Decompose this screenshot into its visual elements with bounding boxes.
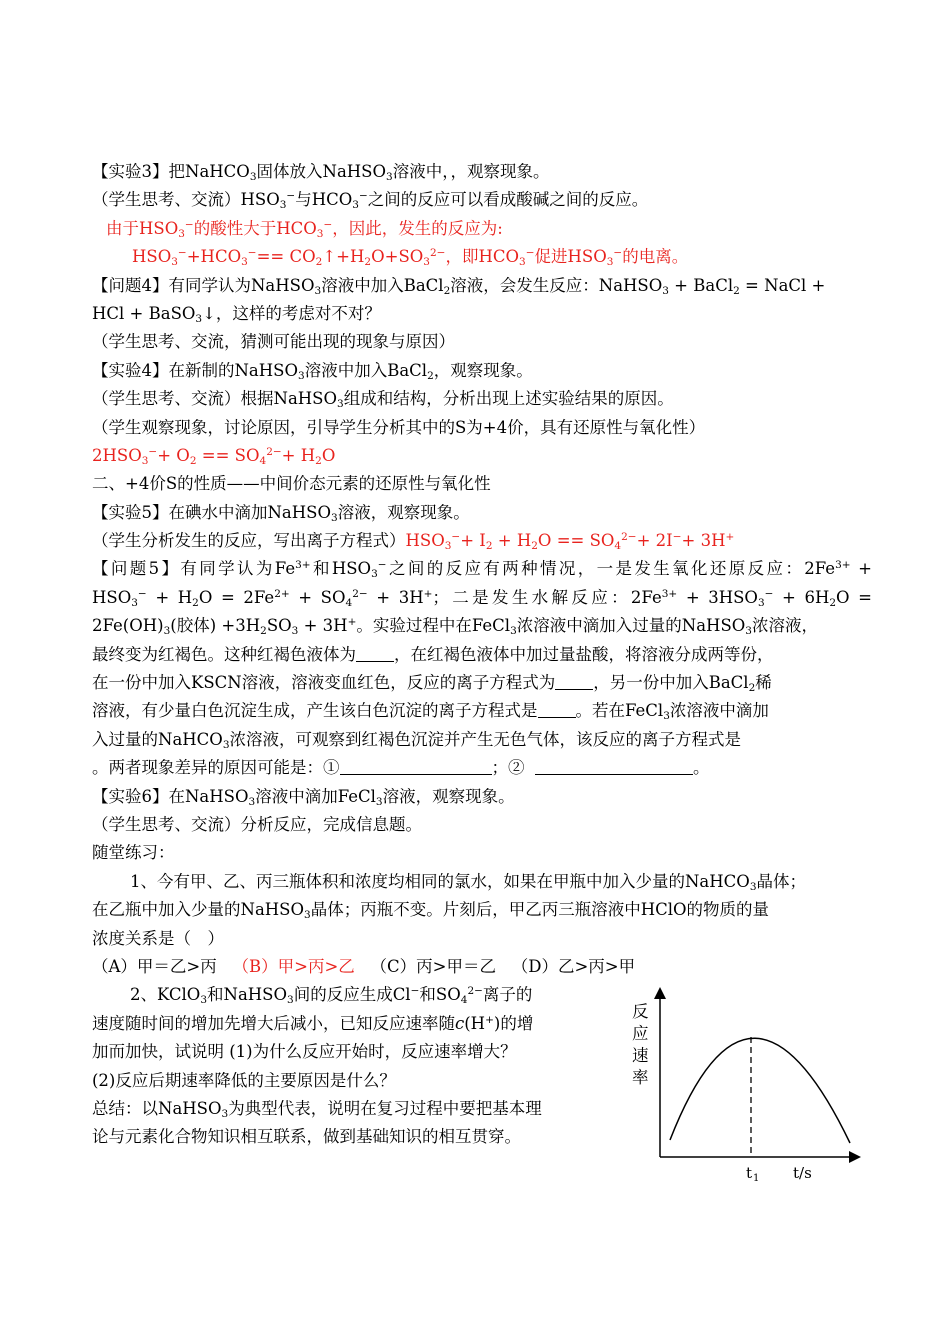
q5-line6 xyxy=(92,697,872,725)
sup: 2+ xyxy=(274,587,290,600)
x-axis-label: t/s xyxy=(793,1164,812,1182)
sub: 3 xyxy=(178,227,185,240)
text: 溶液，有少量白色沉淀生成，产生该白色沉淀的离子方程式是 xyxy=(92,701,538,721)
sub: 3 xyxy=(200,994,207,1007)
sub: 3 xyxy=(662,284,669,297)
text: c xyxy=(455,1013,465,1033)
practice2-line1 xyxy=(92,981,602,1009)
text: ↓，这样的考虑对不对？ xyxy=(202,303,381,323)
text: SO xyxy=(266,616,292,636)
sup: − xyxy=(137,587,147,600)
text: 速度随时间的增加先增大后减小，已知反应速率随 xyxy=(92,1013,455,1033)
exp3-discussion xyxy=(92,186,872,214)
sup: − xyxy=(286,190,296,203)
sup: − xyxy=(451,531,461,544)
sub: 3 xyxy=(352,199,359,212)
text: （学生思考、交流）根据NaHSO xyxy=(92,389,337,409)
text: 在一份中加入KSCN溶液，溶液变血红色，反应的离子方程式为 xyxy=(92,673,556,693)
text: 。若在FeCl xyxy=(575,701,664,721)
sub: 3 xyxy=(141,454,149,467)
text: 固体放入NaHSO xyxy=(256,162,387,181)
text: HSO xyxy=(92,587,132,607)
text: （学生思考、交流）HSO xyxy=(92,190,280,210)
text: HCl + BaSO xyxy=(92,303,196,323)
sup: − xyxy=(358,190,368,203)
text: + 3H xyxy=(367,587,424,607)
sub: 4 xyxy=(345,596,353,609)
text: 由于HSO xyxy=(106,218,179,238)
sub: 3 xyxy=(375,795,383,808)
text: 在乙瓶中加入少量的NaHSO xyxy=(92,900,304,920)
sup: + xyxy=(423,587,433,600)
text: 随堂练习： xyxy=(92,843,175,863)
q4-line1 xyxy=(92,272,872,300)
exp3-answer-equation xyxy=(92,243,872,271)
text: ；② xyxy=(491,758,525,778)
q4-discussion xyxy=(92,328,872,356)
text: 【问题5】有同学认为Fe xyxy=(92,559,296,579)
text: HSO xyxy=(132,247,172,267)
sub: 3 xyxy=(298,369,305,382)
text: 离子的 xyxy=(482,985,533,1005)
text: O = xyxy=(836,587,872,607)
text: + 3HSO xyxy=(677,587,758,607)
equation-oxidation xyxy=(92,442,872,470)
sub: 3 xyxy=(331,511,338,524)
text: 溶液，会发生反应：NaHSO xyxy=(450,275,663,295)
practice1-line1 xyxy=(92,868,872,896)
text: O xyxy=(321,445,336,465)
text: （学生思考、交流）分析反应，完成信息题。 xyxy=(92,814,422,834)
exp3-line xyxy=(92,158,872,186)
sub: 3 xyxy=(249,171,257,183)
practice2-line4 xyxy=(92,1067,602,1095)
text: 总结：以NaHSO xyxy=(92,1098,222,1118)
text: 间的反应生成Cl xyxy=(293,985,411,1005)
text: 组成和结构，分析出现上述实验结果的原因。 xyxy=(343,389,674,409)
text: 【问题4】有同学认为NaHSO xyxy=(92,275,315,295)
rate-curve xyxy=(670,1038,850,1143)
text: (2)反应后期速率降低的主要原因是什么？ xyxy=(92,1070,396,1090)
text: 。 xyxy=(693,758,710,778)
text: + xyxy=(850,559,872,579)
text: 稀 xyxy=(755,673,772,693)
sub: 3 xyxy=(386,171,393,183)
text: 溶液，观察现象。 xyxy=(337,502,470,522)
sub: 2 xyxy=(485,540,493,553)
text: 溶液，观察现象。 xyxy=(382,786,515,806)
practice2-line2 xyxy=(92,1010,602,1038)
text: ，另一份中加入BaCl xyxy=(593,673,749,693)
exp5-line xyxy=(92,499,872,527)
text: 2、KClO xyxy=(130,985,201,1005)
exp5-equation xyxy=(405,531,735,553)
t1-subscript: 1 xyxy=(753,1173,760,1184)
sub: 3 xyxy=(131,596,138,609)
sub: 3 xyxy=(221,1107,229,1120)
sup: − xyxy=(672,531,682,544)
text: 把NaHCO xyxy=(168,162,250,181)
sup: + xyxy=(485,1013,494,1026)
sub: 2 xyxy=(427,369,434,382)
sub: 4 xyxy=(460,994,468,1007)
sup: − xyxy=(410,985,420,998)
sup: 3+ xyxy=(835,559,851,572)
sub: 3 xyxy=(316,227,324,240)
text: 入过量的NaHCO xyxy=(92,729,223,749)
sub: 2 xyxy=(829,596,837,609)
sub: 3 xyxy=(279,199,287,212)
text: 溶液中，，观察现象。 xyxy=(392,162,550,181)
q5-line8 xyxy=(92,754,872,782)
text: )的增 xyxy=(493,1013,534,1033)
text: ↑+H xyxy=(322,247,365,267)
sub: 2 xyxy=(315,256,323,269)
q5-line1 xyxy=(92,555,872,583)
sub: 3 xyxy=(304,909,311,922)
sup: − xyxy=(764,587,774,600)
q5-line4 xyxy=(92,641,872,669)
sub: 3 xyxy=(171,256,178,269)
text: + H xyxy=(146,587,193,607)
q5-line5 xyxy=(92,669,872,697)
sub: 3 xyxy=(222,738,230,751)
text: 最终变为红褐色。这种红褐色液体为 xyxy=(92,644,356,664)
exp4-line xyxy=(92,357,872,385)
practice1-options xyxy=(92,953,872,981)
text: 浓溶液中滴加 xyxy=(669,701,769,721)
answer-blank[interactable] xyxy=(356,645,394,662)
answer-blank[interactable] xyxy=(535,758,693,775)
text: 为典型代表，说明在复习过程中要把基本理 xyxy=(228,1098,542,1118)
text: 。两者现象差异的原因可能是：① xyxy=(92,758,340,778)
text: +HCO xyxy=(186,247,242,267)
exp3-heading: 【实验3】 xyxy=(92,162,169,181)
text: O+SO xyxy=(371,247,424,267)
sup: 2− xyxy=(352,587,368,600)
answer-blank[interactable] xyxy=(555,673,593,690)
sub: 2 xyxy=(192,596,199,609)
text: + H xyxy=(492,531,532,551)
practice2-block xyxy=(92,981,602,1151)
text: == SO xyxy=(196,445,260,465)
sub: 3 xyxy=(606,256,614,269)
sub: 3 xyxy=(423,256,430,269)
text: + 2I xyxy=(636,531,673,551)
text: 浓溶液中滴加入过量的NaHSO xyxy=(516,616,746,636)
text: (胶体) +3H xyxy=(170,616,261,636)
sup: + xyxy=(347,616,357,629)
text: 的酸性大于HCO xyxy=(193,218,317,238)
text: 论与元素化合物知识相互联系，做到基础知识的相互贯穿。 xyxy=(92,1127,521,1147)
sup: 2− xyxy=(621,531,637,544)
sub: 2 xyxy=(189,454,197,467)
text: 之间的反应可以看成酸碱之间的反应。 xyxy=(367,190,649,210)
text: 2HSO xyxy=(92,445,142,465)
sub: 3 xyxy=(291,625,299,638)
sub: 2 xyxy=(315,454,322,467)
text: 2Fe(OH) xyxy=(92,616,164,636)
sub: 3 xyxy=(287,994,294,1007)
sub: 3 xyxy=(248,795,256,808)
text: ；二是发生水解反应：2Fe xyxy=(432,587,662,607)
text: 与HCO xyxy=(295,190,353,210)
sub: 3 xyxy=(337,398,344,411)
sub: 2 xyxy=(260,625,267,638)
text: ，观察现象。 xyxy=(433,360,533,380)
sup: 3+ xyxy=(661,587,678,600)
practice1-line2 xyxy=(92,896,872,924)
practice1-line3 xyxy=(92,925,872,953)
sub: 3 xyxy=(510,625,517,638)
sub: 4 xyxy=(259,454,267,467)
q4-line2 xyxy=(92,300,872,328)
text: ，因此，发生的反应为: xyxy=(332,218,503,238)
text: 溶液中加入BaCl xyxy=(321,275,444,295)
sup: − xyxy=(247,247,257,260)
text: 浓溶液， xyxy=(751,616,818,636)
sup: − xyxy=(323,218,333,231)
option-a: （A）甲＝乙>丙 xyxy=(92,956,217,976)
sub: 3 xyxy=(195,312,203,325)
text: 之间的反应有两种情况，一是发生氧化还原反应：2Fe xyxy=(386,559,836,579)
answer-blank[interactable] xyxy=(538,701,576,718)
text: + 3H xyxy=(681,531,726,551)
sup: − xyxy=(184,218,194,231)
option-d: （D）乙>丙>甲 xyxy=(511,956,636,976)
q5-line2 xyxy=(92,584,872,612)
sup: − xyxy=(148,445,158,458)
text: 的电离。 xyxy=(622,247,689,267)
text: + 3H xyxy=(298,616,348,636)
text: （学生思考、交流，猜测可能出现的现象与原因） xyxy=(92,332,455,352)
sub: 2 xyxy=(443,284,451,297)
sup: − xyxy=(525,247,535,260)
y-label-char: 速 xyxy=(632,1046,649,1065)
text: + BaCl xyxy=(668,275,734,295)
text: + SO xyxy=(289,587,346,607)
sup: − xyxy=(377,559,387,572)
summary-line2 xyxy=(92,1123,602,1151)
option-b-answer: （B）甲>丙>乙 xyxy=(232,956,355,976)
exp3-answer-line1 xyxy=(92,215,872,243)
q5-line3 xyxy=(92,612,872,640)
text: 浓溶液，可观察到红褐色沉淀并产生无色气体，该反应的离子方程式是 xyxy=(229,729,742,749)
sub: 2 xyxy=(364,256,372,269)
answer-blank[interactable] xyxy=(340,758,492,775)
sup: − xyxy=(613,247,623,260)
text: ，在红褐色液体中加过量盐酸，将溶液分成两等份， xyxy=(394,644,774,664)
summary-line1 xyxy=(92,1095,602,1123)
exp6-discussion xyxy=(92,811,872,839)
exp6-line xyxy=(92,783,872,811)
exp5-discussion xyxy=(92,527,872,555)
sup: 2− xyxy=(266,445,282,458)
text: (H xyxy=(464,1013,486,1033)
sub: 3 xyxy=(519,256,526,269)
text: 浓度关系是（ ） xyxy=(92,928,224,948)
y-label-char: 反 xyxy=(632,1002,649,1021)
sub: 2 xyxy=(733,284,740,297)
text: + O xyxy=(157,445,190,465)
text: 1、今有甲、乙、丙三瓶体积和浓度均相同的氯水，如果在甲瓶中加入少量的NaHCO xyxy=(130,871,750,891)
practice2-line3 xyxy=(92,1038,602,1066)
text: O = 2Fe xyxy=(198,587,275,607)
text: 溶液中加入BaCl xyxy=(304,360,428,380)
text: + I xyxy=(460,531,486,551)
reaction-rate-graph xyxy=(600,985,870,1185)
sub: 3 xyxy=(314,284,322,297)
text: 晶体；丙瓶不变。片刻后，甲乙丙三瓶溶液中HClO的物质的量 xyxy=(310,900,770,920)
sub: 3 xyxy=(663,710,670,723)
sup: 3+ xyxy=(295,559,311,572)
text: 加而加快，试说明 (1)为什么反应开始时，反应速率增大？ xyxy=(92,1042,517,1062)
text: + H xyxy=(281,445,316,465)
text: + 6H xyxy=(773,587,830,607)
y-label-char: 应 xyxy=(632,1024,649,1043)
sub: 2 xyxy=(531,540,538,553)
text: 【实验5】在碘水中滴加NaHSO xyxy=(92,502,331,522)
practice-title xyxy=(92,839,872,867)
text: 和HSO xyxy=(310,559,372,579)
sup: 2− xyxy=(467,985,483,998)
sub: 3 xyxy=(444,540,452,553)
y-label-char: 率 xyxy=(632,1068,649,1087)
sub: 3 xyxy=(745,625,752,638)
text: 。实验过程中在FeCl xyxy=(356,616,511,636)
text: （学生观察现象，讨论原因，引导学生分析其中的S为+4价，具有还原性与氧化性） xyxy=(92,417,706,437)
text: 二、+4价S的性质——中间价态元素的还原性与氧化性 xyxy=(92,474,491,494)
sub: 3 xyxy=(241,256,248,269)
text: == CO xyxy=(256,247,316,267)
text: （学生分析发生的反应，写出离子方程式） xyxy=(92,531,406,551)
text: ，即HCO xyxy=(445,247,519,267)
text: = NaCl + xyxy=(739,275,826,295)
text: 和NaHSO xyxy=(207,985,287,1005)
text: 促进HSO xyxy=(534,247,607,267)
sup: − xyxy=(177,247,187,260)
sub: 3 xyxy=(749,880,757,893)
text: 【实验6】在NaHSO xyxy=(92,786,249,806)
sup: 2− xyxy=(429,247,446,260)
exp4-discussion1 xyxy=(92,385,872,413)
text: HSO xyxy=(405,531,445,551)
sub: 3 xyxy=(163,625,171,638)
section-heading-2 xyxy=(92,470,872,498)
sub: 4 xyxy=(614,540,622,553)
sub: 3 xyxy=(371,568,378,581)
exp4-discussion2 xyxy=(92,414,872,442)
text: O == SO xyxy=(537,531,615,551)
option-c: （C）丙>甲＝乙 xyxy=(370,956,496,976)
text: 晶体； xyxy=(756,871,807,891)
sup: + xyxy=(725,531,735,544)
q5-line7 xyxy=(92,726,872,754)
text: 和SO xyxy=(419,985,461,1005)
text: 【实验4】在新制的NaHSO xyxy=(92,360,298,380)
t1-label: t xyxy=(746,1164,753,1182)
sub: 2 xyxy=(748,682,756,695)
text: 溶液中滴加FeCl xyxy=(255,786,376,806)
sub: 3 xyxy=(757,596,765,609)
